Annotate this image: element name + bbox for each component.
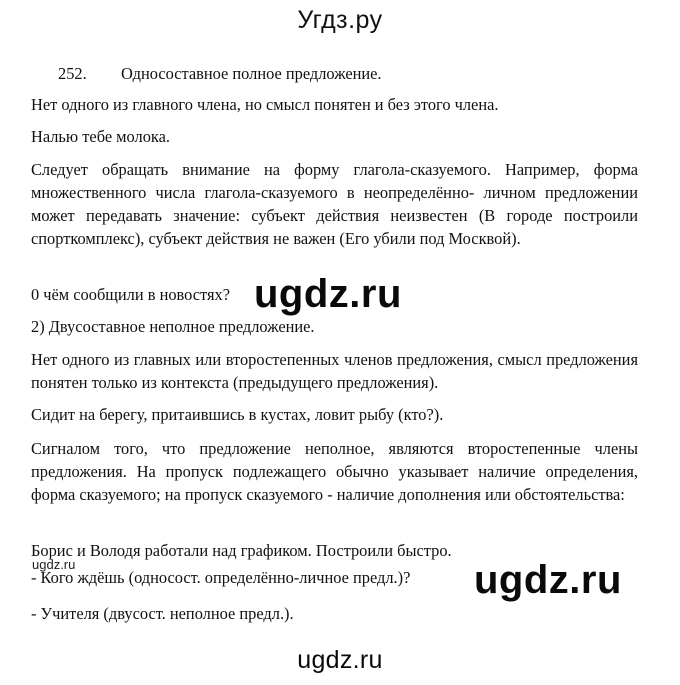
heading-one-sentence: Односоставное полное предложение. [121, 64, 382, 83]
task-number: 252. [58, 64, 87, 83]
paragraph-note: Следует обращать внимание на форму глагола-сказуемого. Например, форма множественного числа глагола-сказуемого в неопределённо- личном предложении может передавать значение: субъект действия неизвестен (В городе построили спорткомплекс), субъект действия не важен (Его убили под Москвой). [31, 160, 638, 248]
watermark-mid: ugdz.ru [254, 272, 402, 316]
paragraph-signals: Сигналом того, что предложение неполное, являются второстепенные члены предложения. На пропуск подлежащего обычно указывает наличие определения, форма сказуемого; на пропуск сказуемого - наличие дополнения или обстоятельства: [31, 439, 638, 504]
paragraph-example-4: Борис и Володя работали над графиком. Построили быстро. [31, 541, 452, 560]
paragraph-example-2: 0 чём сообщили в новостях? [31, 285, 230, 304]
paragraph-definition-1: Нет одного из главного члена, но смысл понятен и без этого члена. [31, 95, 499, 114]
watermark-small: ugdz.ru [32, 557, 76, 572]
dialogue-line-2: - Учителя (двусост. неполное предл.). [31, 604, 294, 623]
watermark-right: ugdz.ru [474, 558, 622, 602]
watermark-footer: ugdz.ru [297, 646, 383, 674]
paragraph-example-3: Сидит на берегу, притаившись в кустах, ловит рыбу (кто?). [31, 405, 444, 424]
dialogue-line-1: - Кого ждёшь (односост. определённо-личное предл.)? [31, 568, 411, 587]
site-title: Угдз.ру [297, 6, 383, 34]
heading-two-sentence: 2) Двусоставное неполное предложение. [31, 317, 315, 336]
paragraph-example-1: Налью тебе молока. [31, 127, 170, 146]
task-heading [31, 62, 638, 85]
paragraph-definition-2: Нет одного из главных или второстепенных членов предложения, смысл предложения понятен только из контекста (предыдущего предложения). [31, 350, 638, 392]
